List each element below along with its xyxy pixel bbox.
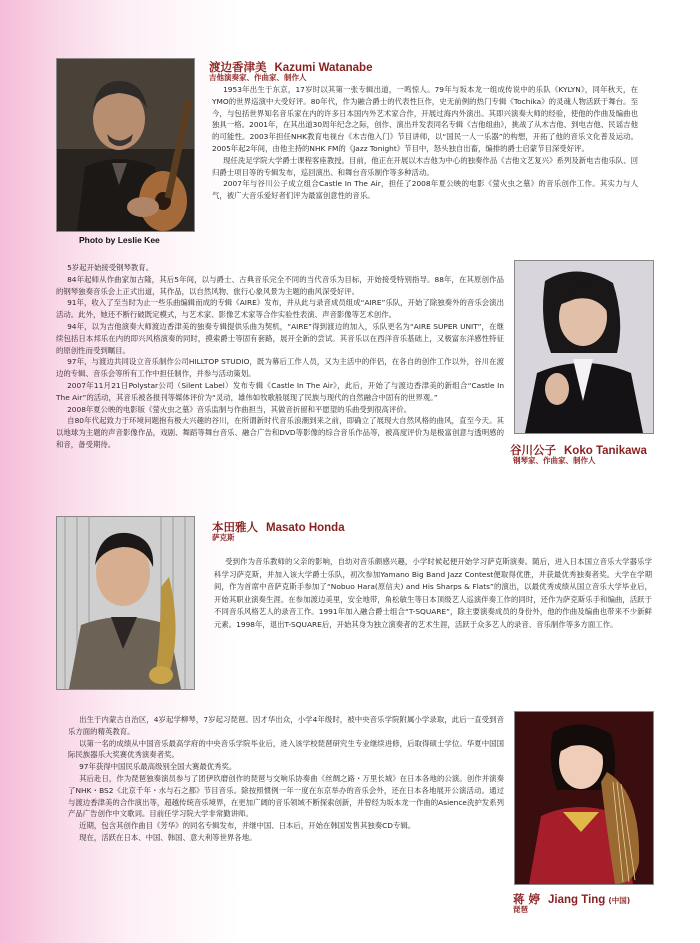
bio-paragraph: 91年，收入了至当时为止一些乐曲编辑而成的专辑《AIRE》发布，并从此与录音成员组成“AIRE”乐队，开始了除独奏外的音乐会演出活动。此外，她还不断行破既定模式，与艺术家、影像艺术家等合作实验性表演、声音影像等艺术创作。 [56, 298, 504, 320]
jiang-role: 琵琶 [513, 905, 528, 914]
bio-paragraph: 现在，活跃在日本、中国、韩国、意大利等世界各地。 [79, 832, 257, 842]
bio-paragraph: 97年获得中国民乐最高级别全国大赛最优秀奖。 [79, 762, 237, 772]
bio-paragraph: 2008年夏公映的电影版《萤火虫之墓》音乐监制与作曲担当，其做音折留和平愿望的乐曲受到很高评价。 [67, 404, 412, 414]
bio-paragraph: 5岁起开始接受钢琴教育。 [67, 263, 154, 272]
bio-paragraph: 近期，包含其创作曲目《芳华》的同名专辑发布，并继中国、日本后，开始在韩国发售其独奏CD专辑。 [79, 821, 416, 831]
watanabe-name-cn: 渡边香津美 [209, 60, 267, 74]
bio-paragraph: 现任洗足学院大学爵士课程客座教授。目前，他正在开展以木吉他为中心的独奏作品《吉他文艺复兴》系列及新电吉他乐队、回归爵士项目等的专辑发布，巡回演出、和舞台音乐制作等多种活动。 [212, 155, 638, 177]
photo-credit: Photo by Leslie Kee [79, 235, 160, 245]
bio-paragraph: 1953年出生于东京，17岁时以其第一张专辑出道，一鸣惊人。79年与坂本龙一组成传说中的乐队《KYLYN》，同年秋天，在YMO的世界巡演中大受好评。80年代，作为融合爵士的代表性巨作，史无前例的热门专辑《Tochika》的灵魂人物活跃于舞台。至今，与包括世界知名音乐家在内的许多日本国内外艺术家合作，开展过海内外演出。其即兴演奏大师的经验，使他的作曲及编曲也独具一格。2001年，在其出道30周年纪念之际，创作、演出并发表同名专辑《吉他组曲》，挑战了从木吉他、到电吉他、民谣吉他的可能性。2003年担任NHK教育电视台《木吉他入门》节目讲师，以“国民一人一乐器”的构想，开拓了他的音乐文化普及运动。2005年起2年间，由他主持的NHK FM的《Jazz Tonight》节目中，怒头独自出畜，编排的爵士启蒙节目深受好评。 [212, 85, 638, 153]
bio-paragraph: 2007年11月21日Polystar公司（Silent Label）发布专辑《Castle In The Air》，此后，开始了与渡边香津美的新组合“Castle In The Air”的活动，其音乐被各报刊等媒体评价为“灵动，雄伟如牧歌般展现了民族与现代的自然融合中固有的世界观。” [56, 380, 504, 402]
jiang-bio [68, 714, 504, 844]
honda-photo [56, 516, 195, 690]
honda-name-en: Masato Honda [266, 522, 345, 534]
jiang-name-en: Jiang Ting [548, 894, 606, 906]
honda-bio [214, 556, 652, 632]
bio-paragraph: 97年，与渡边共同设立音乐制作公司HILLTOP STUDIO，既为幕后工作人员，又为主活中的伴侣，在各自的创作工作以外，谷川在渡边的专辑、音乐会等所有工作中担任制作，并参与活动策划。 [56, 357, 504, 379]
honda-role: 萨克斯 [212, 533, 235, 542]
bio-paragraph: 出生于内蒙古自治区，4岁起学柳琴，7岁起习琵琶。因才华出众，小学4年级时，被中央音乐学院附属小学录取，此后一直受到音乐方面的精英教育。 [68, 715, 504, 736]
tanikawa-bio [56, 262, 504, 451]
watanabe-name-en: Kazumi Watanabe [274, 62, 373, 74]
bio-paragraph: 2007年与谷川公子成立组合Castle In The Air，担任了2008年夏公映的电影《萤火虫之墓》的音乐创作工作。其实力与人气，被广大音乐爱好者们评为最富创意性的音乐。 [212, 179, 638, 201]
bio-paragraph: 94年，以为吉他演奏大师渡边香津美的独奏专辑提供乐曲为契机，“AIRE”得到渡边的加入，乐队更名为“AIRE SUPER UNIT”，在继续包括日本邦乐在内的即兴风格演奏的同时，摸索爵士等固有套路，展开全新的尝试。其音乐以在西洋音乐基础上，又极富东洋感性特征的原创性而受到瞩目。 [56, 321, 504, 355]
jiang-photo [514, 711, 654, 885]
bio-paragraph: 自80年代起致力于环境问题抱有极大兴趣的谷川，在所谓新时代音乐浪潮到来之前，即确立了展现大自然风格的曲风，直至今天。其以地球为主题的声音影像作品，戏剧、舞蹈等舞台音乐、融合广告和DVD等影像的综合音乐作品等，被高度评价为是极富创意与透明感的和音，备受期待。 [56, 416, 504, 449]
watanabe-bio [212, 84, 638, 202]
tanikawa-name-cn: 谷川公子 [510, 443, 556, 457]
tanikawa-photo [514, 260, 654, 434]
bio-paragraph: 其后赴日，作为琵琶独奏演员参与了团伊玖磨创作的琵琶与交响乐协奏曲《丝绸之路・万里长城》在日本各地的公演。创作并演奏了NHK・BS2《北京千年・水与石之都》节目音乐。除按照惯例一年一度在东京举办的音乐会外，还在日本各地展开公演活动。通过与渡边香津美的合作演出等，超越传统音乐境界，在更加广阔的音乐领域不断探索创新，并曾经为坂本龙一作曲的Asience洗护发系列产品广告创作中文歌词。目前任学习院大学非常勤讲师。 [68, 773, 504, 819]
bio-paragraph: 受到作为音乐教师的父亲的影响，自幼对音乐颇感兴趣，小学时候起便开始学习萨克斯演奏。随后，进入日本国立音乐大学器乐学科学习萨克斯，并加入该大学爵士乐队，初次参加Yamano Big Band Jazz Contest便取得优胜，并获最优秀独奏者奖。大学在学期间，作为首席中音萨克斯手参加了“Nobuo Hara(原信夫) and His Sharps & Flats”的演出，以最优秀成绩从国立音乐大学毕业后，开始其职业演奏生涯。在参加渡边美里，安全地带，角松敏生等日本顶级艺人巡演伴奏工作的同时，还作为萨克斯乐手和编曲，活跃于不同音乐风格艺人的录音工作。1991年加入融合爵士组合“T-SQUARE”，除主要演奏成员的身份外，他的作曲及编曲也带来不少新鲜元素。1998年，退出T-SQUARE后，开始其身为独立演奏者的艺术生涯，活跃于众多艺人的录音、音乐制作等多方面工作。 [214, 557, 652, 629]
bio-paragraph: 84年起师从作曲家加古隆，其后5年间，以与爵士、古典音乐完全不同的当代音乐为目标，开始接受特别指导。88年，在其原创作品的钢琴独奏音乐会上正式出道，其作品，以自然风物、旅行心象风景为主题的曲风深受好评。 [56, 274, 504, 296]
watanabe-role: 吉他演奏家、作曲家、制作人 [209, 73, 307, 82]
jiang-name-cn: 蒋 婷 [513, 892, 541, 906]
honda-name-cn: 本田雅人 [212, 520, 258, 534]
jiang-heading [513, 888, 630, 907]
watanabe-photo [56, 58, 195, 232]
tanikawa-name-en: Koko Tanikawa [564, 445, 647, 457]
tanikawa-role: 钢琴家、作曲家、制作人 [513, 456, 596, 465]
bio-paragraph: 以第一名的成绩从中国音乐最高学府的中央音乐学院毕业后，进入该学校琵琶研究生专业继续进修，后取得硕士学位。华夏中国国际民族器乐大奖赛优秀演奏者奖。 [68, 738, 504, 760]
jiang-origin: (中国) [608, 896, 631, 905]
